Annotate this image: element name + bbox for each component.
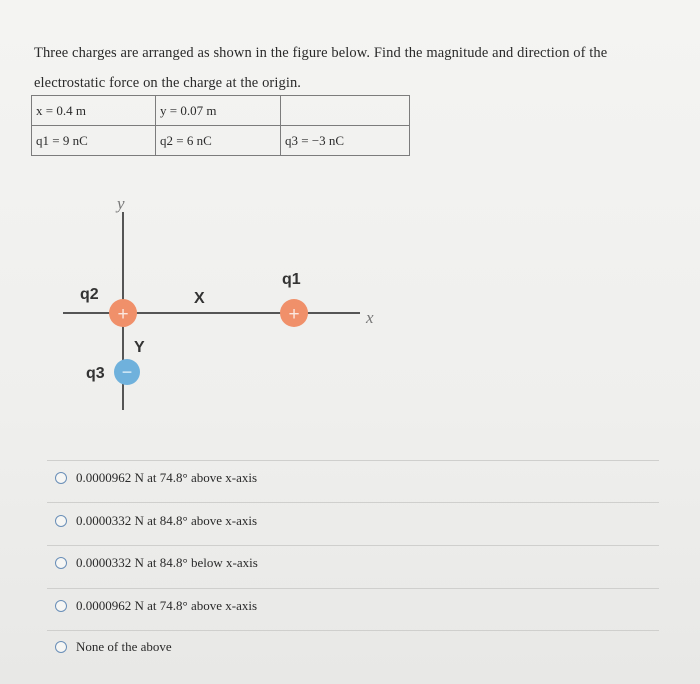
radio-button-icon[interactable] bbox=[55, 641, 67, 653]
option-4-text: 0.0000962 N at 74.8° above x-axis bbox=[76, 598, 258, 613]
y-axis-label: y bbox=[117, 194, 125, 213]
x-distance-label: X bbox=[194, 290, 205, 307]
question-line-1: Three charges are arranged as shown in the figure below. Find the magnitude and direction of the bbox=[34, 45, 608, 61]
given-y: y = 0.07 m bbox=[156, 96, 281, 126]
option-1-text: 0.0000962 N at 74.8° above x-axis bbox=[76, 470, 258, 485]
q1-sign: + bbox=[288, 304, 300, 325]
option-3-text: 0.0000332 N at 84.8° below x-axis bbox=[76, 555, 258, 570]
option-4[interactable] bbox=[55, 598, 257, 614]
radio-button-icon[interactable] bbox=[55, 515, 67, 527]
x-axis-label: x bbox=[366, 308, 374, 327]
question-line-2: electrostatic force on the charge at the origin. bbox=[34, 75, 302, 91]
given-q1: q1 = 9 nC bbox=[32, 126, 156, 156]
q3-sign: − bbox=[121, 362, 133, 382]
divider bbox=[47, 460, 659, 461]
radio-button-icon[interactable] bbox=[55, 600, 67, 612]
y-distance-label: Y bbox=[134, 339, 145, 356]
option-2[interactable] bbox=[55, 513, 257, 529]
given-q2: q2 = 6 nC bbox=[156, 126, 281, 156]
option-1[interactable] bbox=[55, 470, 257, 486]
divider bbox=[47, 545, 659, 546]
q3-label: q3 bbox=[86, 365, 105, 382]
given-x: x = 0.4 m bbox=[32, 96, 156, 126]
q2-sign: + bbox=[117, 304, 129, 325]
divider bbox=[47, 630, 659, 631]
radio-button-icon[interactable] bbox=[55, 472, 67, 484]
option-5-text: None of the above bbox=[76, 639, 172, 654]
given-q3: q3 = −3 nC bbox=[281, 126, 410, 156]
divider bbox=[47, 502, 659, 503]
option-3[interactable] bbox=[55, 555, 258, 571]
option-5[interactable] bbox=[55, 639, 172, 655]
option-2-text: 0.0000332 N at 84.8° above x-axis bbox=[76, 513, 258, 528]
radio-button-icon[interactable] bbox=[55, 557, 67, 569]
q2-label: q2 bbox=[80, 286, 99, 303]
q1-label: q1 bbox=[282, 271, 301, 288]
divider bbox=[47, 588, 659, 589]
